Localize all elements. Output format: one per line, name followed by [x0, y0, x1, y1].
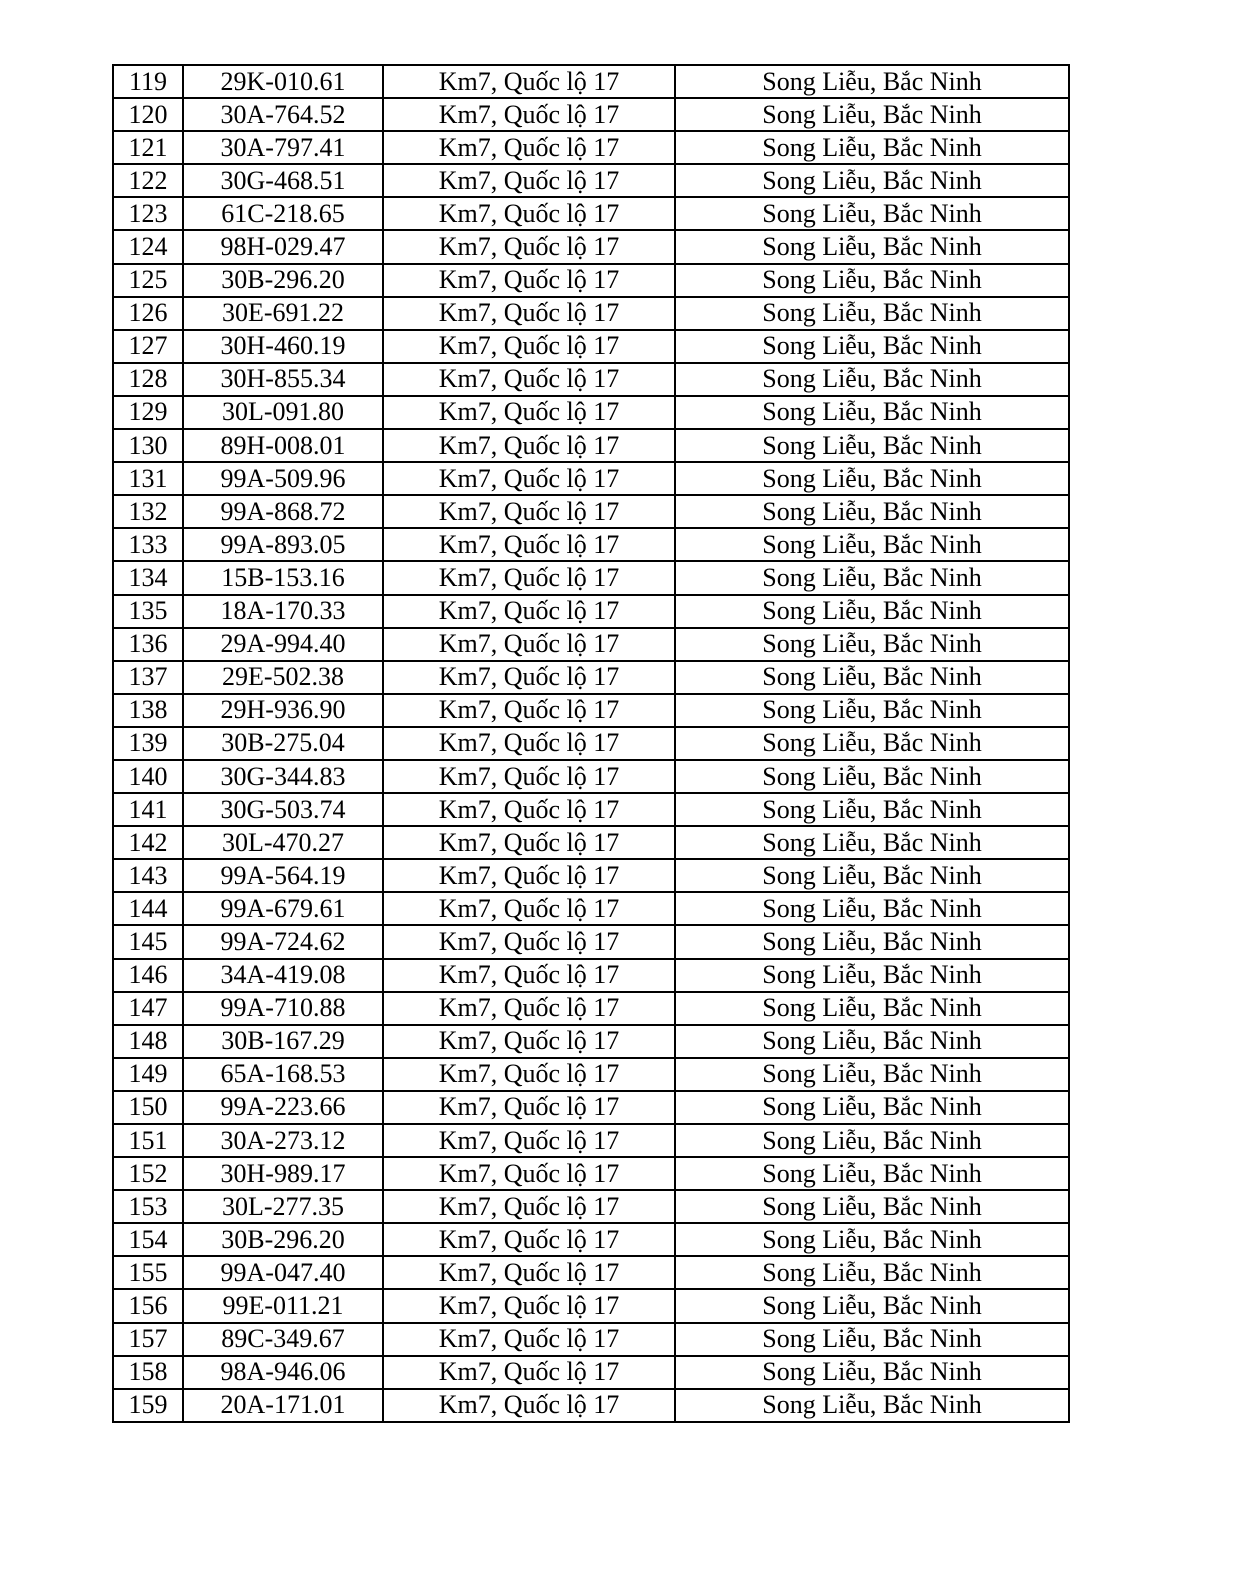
unit-cell: Song Liễu, Bắc Ninh — [675, 1356, 1069, 1389]
location-cell: Km7, Quốc lộ 17 — [383, 1025, 675, 1058]
table-row — [113, 1323, 1069, 1356]
row-number-cell: 135 — [113, 595, 183, 628]
row-number-cell: 141 — [113, 793, 183, 826]
location-cell: Km7, Quốc lộ 17 — [383, 760, 675, 793]
location-cell: Km7, Quốc lộ 17 — [383, 1356, 675, 1389]
license-plate-cell: 30G-468.51 — [183, 164, 383, 197]
license-plate-cell: 99A-564.19 — [183, 859, 383, 892]
table-row — [113, 992, 1069, 1025]
table-row — [113, 1025, 1069, 1058]
unit-cell: Song Liễu, Bắc Ninh — [675, 230, 1069, 263]
row-number-cell: 119 — [113, 65, 183, 98]
license-plate-cell: 30B-296.20 — [183, 264, 383, 297]
license-plate-cell: 65A-168.53 — [183, 1058, 383, 1091]
unit-cell: Song Liễu, Bắc Ninh — [675, 1323, 1069, 1356]
license-plate-cell: 29A-994.40 — [183, 628, 383, 661]
row-number-cell: 122 — [113, 164, 183, 197]
license-plate-cell: 30E-691.22 — [183, 297, 383, 330]
unit-cell: Song Liễu, Bắc Ninh — [675, 727, 1069, 760]
license-plate-cell: 99A-223.66 — [183, 1091, 383, 1124]
license-plate-cell: 30H-855.34 — [183, 363, 383, 396]
row-number-cell: 157 — [113, 1323, 183, 1356]
table-row — [113, 892, 1069, 925]
row-number-cell: 148 — [113, 1025, 183, 1058]
table-row — [113, 164, 1069, 197]
unit-cell: Song Liễu, Bắc Ninh — [675, 1289, 1069, 1322]
row-number-cell: 145 — [113, 925, 183, 958]
unit-cell: Song Liễu, Bắc Ninh — [675, 131, 1069, 164]
table-row — [113, 65, 1069, 98]
row-number-cell: 151 — [113, 1124, 183, 1157]
table-row — [113, 197, 1069, 230]
license-plate-cell: 29K-010.61 — [183, 65, 383, 98]
location-cell: Km7, Quốc lộ 17 — [383, 330, 675, 363]
unit-cell: Song Liễu, Bắc Ninh — [675, 1223, 1069, 1256]
location-cell: Km7, Quốc lộ 17 — [383, 1223, 675, 1256]
location-cell: Km7, Quốc lộ 17 — [383, 197, 675, 230]
unit-cell: Song Liễu, Bắc Ninh — [675, 925, 1069, 958]
license-plate-cell: 99A-679.61 — [183, 892, 383, 925]
row-number-cell: 126 — [113, 297, 183, 330]
row-number-cell: 134 — [113, 561, 183, 594]
unit-cell: Song Liễu, Bắc Ninh — [675, 1058, 1069, 1091]
location-cell: Km7, Quốc lộ 17 — [383, 429, 675, 462]
row-number-cell: 131 — [113, 462, 183, 495]
row-number-cell: 139 — [113, 727, 183, 760]
table-row — [113, 859, 1069, 892]
row-number-cell: 150 — [113, 1091, 183, 1124]
location-cell: Km7, Quốc lộ 17 — [383, 297, 675, 330]
license-plate-cell: 30H-989.17 — [183, 1157, 383, 1190]
table-row — [113, 628, 1069, 661]
table-row — [113, 363, 1069, 396]
location-cell: Km7, Quốc lộ 17 — [383, 1091, 675, 1124]
location-cell: Km7, Quốc lộ 17 — [383, 131, 675, 164]
location-cell: Km7, Quốc lộ 17 — [383, 925, 675, 958]
location-cell: Km7, Quốc lộ 17 — [383, 628, 675, 661]
unit-cell: Song Liễu, Bắc Ninh — [675, 1025, 1069, 1058]
license-plate-cell: 30B-275.04 — [183, 727, 383, 760]
unit-cell: Song Liễu, Bắc Ninh — [675, 661, 1069, 694]
unit-cell: Song Liễu, Bắc Ninh — [675, 992, 1069, 1025]
license-plate-cell: 30H-460.19 — [183, 330, 383, 363]
license-plate-cell: 30A-273.12 — [183, 1124, 383, 1157]
unit-cell: Song Liễu, Bắc Ninh — [675, 561, 1069, 594]
license-plate-cell: 98H-029.47 — [183, 230, 383, 263]
license-plate-cell: 99A-047.40 — [183, 1256, 383, 1289]
table-row — [113, 1223, 1069, 1256]
table-row — [113, 1157, 1069, 1190]
table-row — [113, 528, 1069, 561]
unit-cell: Song Liễu, Bắc Ninh — [675, 98, 1069, 131]
unit-cell: Song Liễu, Bắc Ninh — [675, 826, 1069, 859]
table-row — [113, 561, 1069, 594]
violation-table-body — [113, 65, 1069, 1422]
row-number-cell: 159 — [113, 1389, 183, 1422]
unit-cell: Song Liễu, Bắc Ninh — [675, 760, 1069, 793]
row-number-cell: 140 — [113, 760, 183, 793]
table-row — [113, 1190, 1069, 1223]
license-plate-cell: 30L-277.35 — [183, 1190, 383, 1223]
license-plate-cell: 20A-171.01 — [183, 1389, 383, 1422]
location-cell: Km7, Quốc lộ 17 — [383, 1190, 675, 1223]
table-row — [113, 98, 1069, 131]
location-cell: Km7, Quốc lộ 17 — [383, 65, 675, 98]
license-plate-cell: 29E-502.38 — [183, 661, 383, 694]
table-row — [113, 1091, 1069, 1124]
unit-cell: Song Liễu, Bắc Ninh — [675, 628, 1069, 661]
unit-cell: Song Liễu, Bắc Ninh — [675, 65, 1069, 98]
location-cell: Km7, Quốc lộ 17 — [383, 1389, 675, 1422]
unit-cell: Song Liễu, Bắc Ninh — [675, 297, 1069, 330]
row-number-cell: 142 — [113, 826, 183, 859]
unit-cell: Song Liễu, Bắc Ninh — [675, 495, 1069, 528]
location-cell: Km7, Quốc lộ 17 — [383, 1157, 675, 1190]
row-number-cell: 132 — [113, 495, 183, 528]
location-cell: Km7, Quốc lộ 17 — [383, 661, 675, 694]
license-plate-cell: 99A-868.72 — [183, 495, 383, 528]
violation-table — [112, 64, 1070, 1423]
row-number-cell: 133 — [113, 528, 183, 561]
unit-cell: Song Liễu, Bắc Ninh — [675, 859, 1069, 892]
location-cell: Km7, Quốc lộ 17 — [383, 1256, 675, 1289]
row-number-cell: 128 — [113, 363, 183, 396]
row-number-cell: 158 — [113, 1356, 183, 1389]
table-row — [113, 727, 1069, 760]
table-row — [113, 760, 1069, 793]
location-cell: Km7, Quốc lộ 17 — [383, 1058, 675, 1091]
table-row — [113, 595, 1069, 628]
unit-cell: Song Liễu, Bắc Ninh — [675, 264, 1069, 297]
license-plate-cell: 30L-470.27 — [183, 826, 383, 859]
row-number-cell: 154 — [113, 1223, 183, 1256]
license-plate-cell: 34A-419.08 — [183, 959, 383, 992]
license-plate-cell: 99A-893.05 — [183, 528, 383, 561]
unit-cell: Song Liễu, Bắc Ninh — [675, 1157, 1069, 1190]
row-number-cell: 123 — [113, 197, 183, 230]
license-plate-cell: 30G-503.74 — [183, 793, 383, 826]
table-row — [113, 1124, 1069, 1157]
table-row — [113, 826, 1069, 859]
table-row — [113, 661, 1069, 694]
row-number-cell: 146 — [113, 959, 183, 992]
row-number-cell: 124 — [113, 230, 183, 263]
unit-cell: Song Liễu, Bắc Ninh — [675, 330, 1069, 363]
location-cell: Km7, Quốc lộ 17 — [383, 264, 675, 297]
row-number-cell: 137 — [113, 661, 183, 694]
unit-cell: Song Liễu, Bắc Ninh — [675, 793, 1069, 826]
table-row — [113, 330, 1069, 363]
unit-cell: Song Liễu, Bắc Ninh — [675, 197, 1069, 230]
location-cell: Km7, Quốc lộ 17 — [383, 727, 675, 760]
location-cell: Km7, Quốc lộ 17 — [383, 528, 675, 561]
unit-cell: Song Liễu, Bắc Ninh — [675, 1124, 1069, 1157]
row-number-cell: 121 — [113, 131, 183, 164]
row-number-cell: 153 — [113, 1190, 183, 1223]
location-cell: Km7, Quốc lộ 17 — [383, 363, 675, 396]
location-cell: Km7, Quốc lộ 17 — [383, 495, 675, 528]
license-plate-cell: 99A-724.62 — [183, 925, 383, 958]
row-number-cell: 138 — [113, 694, 183, 727]
location-cell: Km7, Quốc lộ 17 — [383, 694, 675, 727]
table-row — [113, 230, 1069, 263]
license-plate-cell: 89C-349.67 — [183, 1323, 383, 1356]
license-plate-cell: 15B-153.16 — [183, 561, 383, 594]
table-row — [113, 264, 1069, 297]
license-plate-cell: 99A-509.96 — [183, 462, 383, 495]
table-row — [113, 396, 1069, 429]
row-number-cell: 144 — [113, 892, 183, 925]
unit-cell: Song Liễu, Bắc Ninh — [675, 528, 1069, 561]
unit-cell: Song Liễu, Bắc Ninh — [675, 959, 1069, 992]
location-cell: Km7, Quốc lộ 17 — [383, 793, 675, 826]
table-row — [113, 925, 1069, 958]
unit-cell: Song Liễu, Bắc Ninh — [675, 694, 1069, 727]
row-number-cell: 120 — [113, 98, 183, 131]
license-plate-cell: 30L-091.80 — [183, 396, 383, 429]
license-plate-cell: 30G-344.83 — [183, 760, 383, 793]
row-number-cell: 149 — [113, 1058, 183, 1091]
location-cell: Km7, Quốc lộ 17 — [383, 859, 675, 892]
table-row — [113, 297, 1069, 330]
license-plate-cell: 89H-008.01 — [183, 429, 383, 462]
location-cell: Km7, Quốc lộ 17 — [383, 164, 675, 197]
row-number-cell: 156 — [113, 1289, 183, 1322]
license-plate-cell: 30B-296.20 — [183, 1223, 383, 1256]
location-cell: Km7, Quốc lộ 17 — [383, 230, 675, 263]
table-row — [113, 694, 1069, 727]
location-cell: Km7, Quốc lộ 17 — [383, 1289, 675, 1322]
license-plate-cell: 30A-797.41 — [183, 131, 383, 164]
row-number-cell: 130 — [113, 429, 183, 462]
table-row — [113, 462, 1069, 495]
row-number-cell: 147 — [113, 992, 183, 1025]
unit-cell: Song Liễu, Bắc Ninh — [675, 892, 1069, 925]
unit-cell: Song Liễu, Bắc Ninh — [675, 363, 1069, 396]
unit-cell: Song Liễu, Bắc Ninh — [675, 1190, 1069, 1223]
table-row — [113, 1256, 1069, 1289]
unit-cell: Song Liễu, Bắc Ninh — [675, 1091, 1069, 1124]
license-plate-cell: 99A-710.88 — [183, 992, 383, 1025]
location-cell: Km7, Quốc lộ 17 — [383, 1323, 675, 1356]
location-cell: Km7, Quốc lộ 17 — [383, 595, 675, 628]
location-cell: Km7, Quốc lộ 17 — [383, 396, 675, 429]
table-row — [113, 131, 1069, 164]
license-plate-cell: 61C-218.65 — [183, 197, 383, 230]
table-row — [113, 1289, 1069, 1322]
row-number-cell: 125 — [113, 264, 183, 297]
table-row — [113, 793, 1069, 826]
license-plate-cell: 98A-946.06 — [183, 1356, 383, 1389]
row-number-cell: 127 — [113, 330, 183, 363]
location-cell: Km7, Quốc lộ 17 — [383, 892, 675, 925]
location-cell: Km7, Quốc lộ 17 — [383, 959, 675, 992]
unit-cell: Song Liễu, Bắc Ninh — [675, 462, 1069, 495]
license-plate-cell: 29H-936.90 — [183, 694, 383, 727]
location-cell: Km7, Quốc lộ 17 — [383, 98, 675, 131]
row-number-cell: 143 — [113, 859, 183, 892]
row-number-cell: 129 — [113, 396, 183, 429]
license-plate-cell: 99E-011.21 — [183, 1289, 383, 1322]
location-cell: Km7, Quốc lộ 17 — [383, 826, 675, 859]
table-row — [113, 959, 1069, 992]
table-row — [113, 1058, 1069, 1091]
table-row — [113, 429, 1069, 462]
row-number-cell: 152 — [113, 1157, 183, 1190]
row-number-cell: 155 — [113, 1256, 183, 1289]
unit-cell: Song Liễu, Bắc Ninh — [675, 1256, 1069, 1289]
row-number-cell: 136 — [113, 628, 183, 661]
location-cell: Km7, Quốc lộ 17 — [383, 462, 675, 495]
unit-cell: Song Liễu, Bắc Ninh — [675, 1389, 1069, 1422]
table-row — [113, 1389, 1069, 1422]
location-cell: Km7, Quốc lộ 17 — [383, 561, 675, 594]
location-cell: Km7, Quốc lộ 17 — [383, 1124, 675, 1157]
table-row — [113, 1356, 1069, 1389]
license-plate-cell: 18A-170.33 — [183, 595, 383, 628]
license-plate-cell: 30A-764.52 — [183, 98, 383, 131]
license-plate-cell: 30B-167.29 — [183, 1025, 383, 1058]
unit-cell: Song Liễu, Bắc Ninh — [675, 396, 1069, 429]
unit-cell: Song Liễu, Bắc Ninh — [675, 164, 1069, 197]
table-row — [113, 495, 1069, 528]
unit-cell: Song Liễu, Bắc Ninh — [675, 595, 1069, 628]
unit-cell: Song Liễu, Bắc Ninh — [675, 429, 1069, 462]
location-cell: Km7, Quốc lộ 17 — [383, 992, 675, 1025]
